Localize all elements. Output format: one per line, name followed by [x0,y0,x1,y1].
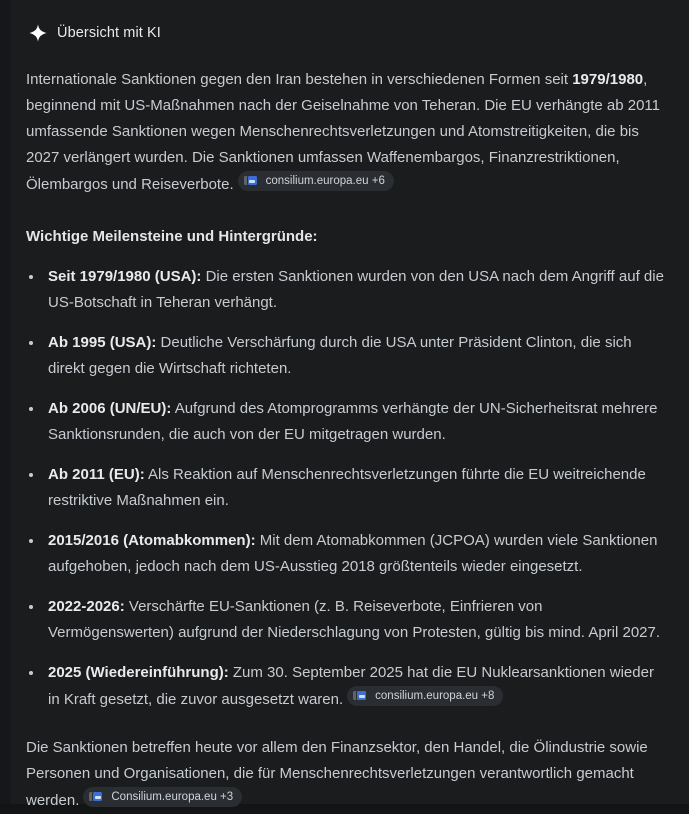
list-item-lead: Ab 1995 (USA): [48,334,157,351]
list-item-text: Als Reaktion auf Menschenrechtsverletzungen führte die EU weitreichende restriktive Maßnahmen ein. [48,466,646,509]
section-heading: Wichtige Meilensteine und Hintergründe: [26,228,318,245]
list-item-lead: 2025 (Wiedereinführung): [48,664,229,681]
list-item-text: Deutliche Verschärfung durch die USA unter Präsident Clinton, die sich direkt gegen die Wirtschaft richteten. [48,334,632,377]
favicon-stack-icon [352,689,369,703]
favicon-stack-icon [88,790,105,804]
list-item [22,660,667,713]
source-chip-label: consilium.europa.eu +8 [375,690,495,702]
ai-overview-title: Übersicht mit KI [57,25,161,41]
list-item-lead: 2015/2016 (Atomabkommen): [48,532,256,549]
list-item-text: Verschärfte EU-Sanktionen (z. B. Reiseverbote, Einfrieren von Vermögenswerten) aufgrund der Niederschlagung von Protesten, gültig bis mind. April 2027. [48,598,661,641]
intro-paragraph [26,67,667,198]
list-item-text: Mit dem Atomabkommen (JCPOA) wurden viele Sanktionen aufgehoben, jedoch nach dem US-Ausstieg 2018 größtenteils wieder eingesetzt. [48,532,658,575]
source-chip-label: Consilium.europa.eu +3 [111,791,234,803]
favicon-stack-icon [243,174,260,188]
list-item-lead: Seit 1979/1980 (USA): [48,268,202,285]
list-item [22,462,667,514]
list-item [22,528,667,580]
list-item [22,264,667,316]
outro-text: Die Sanktionen betreffen heute vor allem den Finanzsektor, den Handel, die Ölindustrie sowie Personen und Organisationen, die für Menschenrechtsverletzungen verantwortlich gemacht werden. [26,739,648,809]
source-chip-bullet[interactable] [347,686,503,706]
outro-paragraph [26,735,667,814]
source-chip-outro[interactable] [83,787,242,807]
intro-bold-date: 1979/1980 [572,71,644,88]
intro-text-after: , beginnend mit US-Maßnahmen nach der Geiselnahme von Teheran. Die EU verhängte ab 2011 umfassende Sanktionen wegen Menschenrechtsverletzungen und Atomstreitigkeiten, die bis 2027 verlängert wurden. Die Sanktionen umfassen Waffenembargos, Finanzrestriktionen, Ölembargos und Reiseverbote. [26,71,660,193]
list-item-lead: Ab 2011 (EU): [48,466,145,483]
ai-overview-header [22,14,667,58]
sparkle-icon [28,23,48,43]
list-item-text: Aufgrund des Atomprogramms verhängte der UN-Sicherheitsrat mehrere Sanktionsrunden, die auch von der EU mitgetragen wurden. [48,400,658,443]
ai-overview-content [22,67,667,814]
list-item [22,330,667,382]
list-item-text: Die ersten Sanktionen wurden von den USA nach dem Angriff auf die US-Botschaft in Teheran verhängt. [48,268,664,311]
list-item [22,396,667,448]
list-item-lead: 2022-2026: [48,598,125,615]
source-chip-label: consilium.europa.eu +6 [265,175,385,187]
milestones-list [22,264,667,713]
source-chip-intro[interactable] [238,171,394,191]
list-item-lead: Ab 2006 (UN/EU): [48,400,172,417]
intro-text-before: Internationale Sanktionen gegen den Iran bestehen in verschiedenen Formen seit [26,71,573,88]
list-item-text: Zum 30. September 2025 hat die EU Nuklearsanktionen wieder in Kraft gesetzt, die zuvor ausgesetzt waren. [48,664,654,708]
list-item [22,594,667,646]
